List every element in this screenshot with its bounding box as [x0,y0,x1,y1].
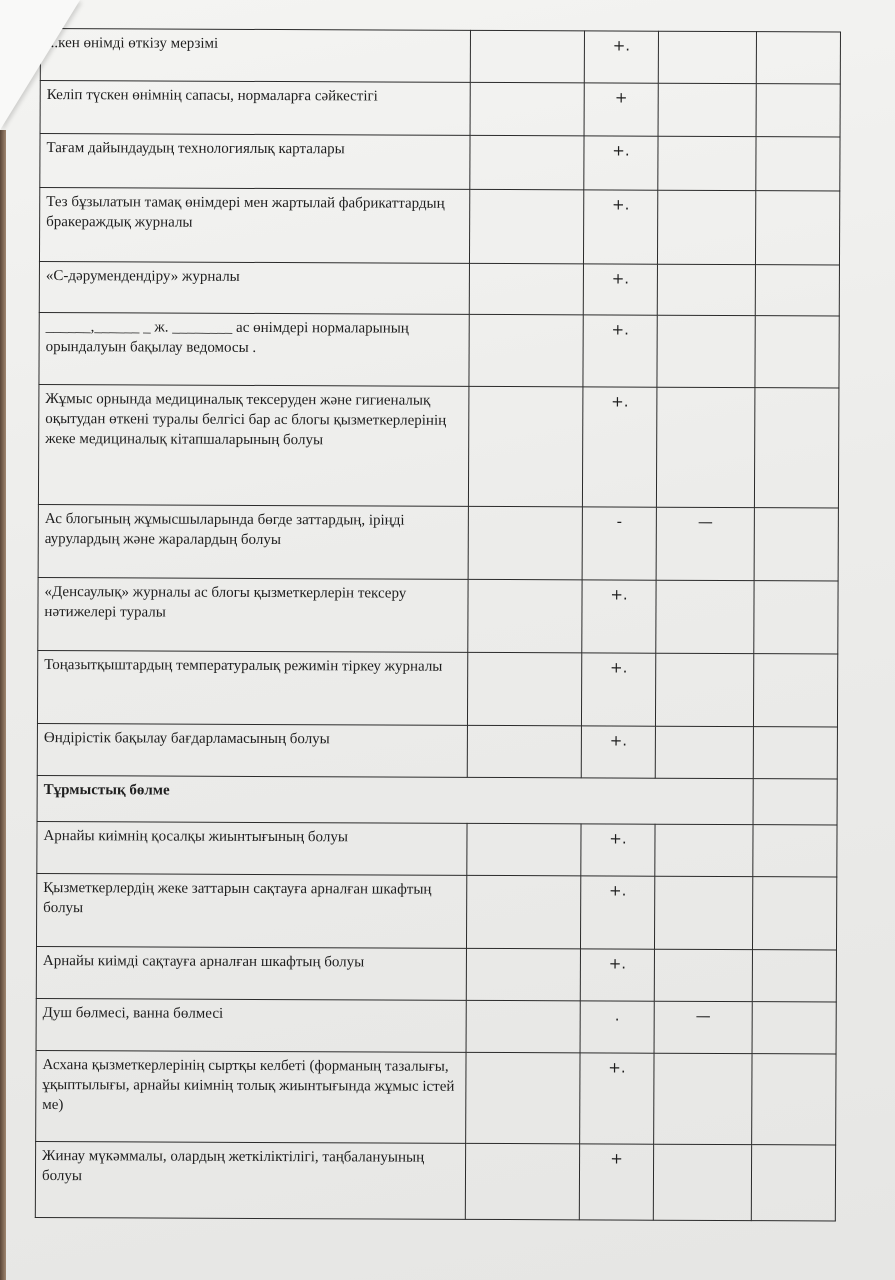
note-cell [752,877,836,950]
note-cell [756,137,840,191]
note-cell [756,84,840,137]
empty-cell [469,189,583,263]
yes-mark-cell: . [580,1001,654,1053]
empty-cell [468,506,582,579]
table-row [36,873,836,949]
criterion-cell: Арнайы киімді сақтауға арналған шкафтың болуы [36,946,466,1000]
yes-mark-cell: +. [583,264,657,315]
yes-mark-cell: +. [580,949,654,1001]
table-row [35,1141,835,1220]
yes-mark-cell: +. [583,190,657,264]
empty-cell [468,579,582,652]
yes-mark-cell: +. [584,31,658,83]
empty-cell [470,135,584,189]
note-cell [752,950,836,1002]
yes-mark-cell: - [582,507,656,580]
note-cell [753,779,837,825]
table-row [36,946,836,1001]
no-mark-cell [658,83,756,136]
yes-mark-cell: +. [584,136,658,190]
no-mark-cell [657,315,755,387]
note-cell [755,265,839,316]
table-row [39,261,839,315]
table-row [40,134,840,191]
empty-cell [470,30,584,82]
section-header-row [37,775,837,824]
no-mark-cell [658,31,756,83]
note-cell [751,1145,835,1221]
no-mark-cell: — [656,507,754,580]
note-cell [754,508,838,581]
note-cell [753,727,837,779]
no-mark-cell [658,136,756,190]
note-cell [752,1002,836,1054]
background-edge [0,130,6,1280]
checklist-table [35,28,841,1221]
criterion-cell: Душ бөлмесі, ванна бөлмесі [36,998,466,1052]
table-row [36,998,836,1053]
criterion-cell: Асхана қызметкерлерінің сыртқы келбеті (форманың тазалығы, ұқыптылығы, арнайы киімнің толық жиынтығында жұмыс істей ме) [36,1050,466,1143]
empty-cell [468,386,583,506]
empty-cell [467,725,581,777]
yes-mark-cell: + [584,83,658,136]
no-mark-cell [655,824,753,876]
table-row [40,81,840,137]
note-cell [753,825,837,877]
table-row [38,504,838,580]
no-mark-cell [657,190,755,264]
no-mark-cell [657,264,755,315]
criterion-cell: Жұмыс орнында медициналық тексеруден және гигиеналық оқытудан өткені туралы белгісі бар ас блогы қызметкерлерінің жеке медициналық кітапшаларының болуы [38,384,469,506]
table-row [36,1050,836,1144]
no-mark-cell [654,1053,752,1144]
empty-cell [467,652,581,725]
criterion-cell: Келіп түскен өнімнің сапасы, нормаларға сәйкестігі [40,81,470,136]
table-row [37,821,837,876]
criterion-cell: «С-дәрумендендіру» журналы [39,261,469,314]
criterion-cell: Тоңазытқыштардың температуралық режимін тіркеу журналы [37,650,467,725]
yes-mark-cell: +. [581,726,655,778]
empty-cell [469,263,583,314]
yes-mark-cell: +. [580,1053,654,1144]
empty-cell [466,875,580,948]
empty-cell [466,1000,580,1052]
no-mark-cell [655,726,753,778]
criterion-cell: Ас блогының жұмысшыларында бөгде заттардың, іріңді аурулардың және жаралардың болуы [38,504,468,579]
table-row [38,384,839,507]
empty-cell [470,82,584,135]
criterion-cell: ______,______ _ ж. ________ ас өнімдері нормаларының орындалуын бақылау ведомосы . [39,312,469,386]
no-mark-cell [654,949,752,1001]
empty-cell [466,1052,580,1143]
yes-mark-cell: +. [582,580,656,653]
no-mark-cell [656,580,754,653]
note-cell [754,388,839,508]
table-row [39,312,839,387]
no-mark-cell [653,1144,751,1220]
section-title: Тұрмыстық бөлме [37,775,753,824]
empty-cell [467,823,581,875]
criterion-cell: ...кен өнімді өткізу мерзімі [40,29,470,83]
criterion-cell: Жинау мүкәммалы, олардың жеткіліктілігі, таңбалануының болуы [35,1141,465,1219]
criterion-cell: Тез бұзылатын тамақ өнімдері мен жартылай фабрикаттардың бракераждық журналы [39,188,469,264]
folded-corner [0,0,80,130]
note-cell [755,316,839,388]
no-mark-cell: — [654,1001,752,1053]
table-row [37,723,837,778]
criterion-cell: «Денсаулық» журналы ас блогы қызметкерлерін тексеру нәтижелері туралы [38,577,468,652]
note-cell [755,191,839,265]
criterion-cell: Тағам дайындаудың технологиялық карталары [40,134,470,190]
yes-mark-cell: +. [580,876,654,949]
yes-mark-cell: +. [582,387,657,507]
yes-mark-cell: + [579,1144,653,1220]
empty-cell [469,314,583,386]
no-mark-cell [655,653,753,726]
no-mark-cell [656,387,755,507]
yes-mark-cell: +. [581,824,655,876]
no-mark-cell [654,876,752,949]
table-row [40,29,840,84]
table-row [37,650,837,726]
criterion-cell: Арнайы киімнің қосалқы жиынтығының болуы [37,821,467,875]
note-cell [753,654,837,727]
note-cell [754,581,838,654]
note-cell [756,32,840,84]
table-row [38,577,838,653]
criterion-cell: Қызметкерлердің жеке заттарын сақтауға арналған шкафтың болуы [36,873,466,948]
yes-mark-cell: +. [583,315,657,387]
empty-cell [466,948,580,1000]
yes-mark-cell: +. [581,653,655,726]
criterion-cell: Өндірістік бақылау бағдарламасының болуы [37,723,467,777]
table-row [39,188,839,265]
note-cell [752,1054,836,1145]
empty-cell [465,1143,579,1219]
